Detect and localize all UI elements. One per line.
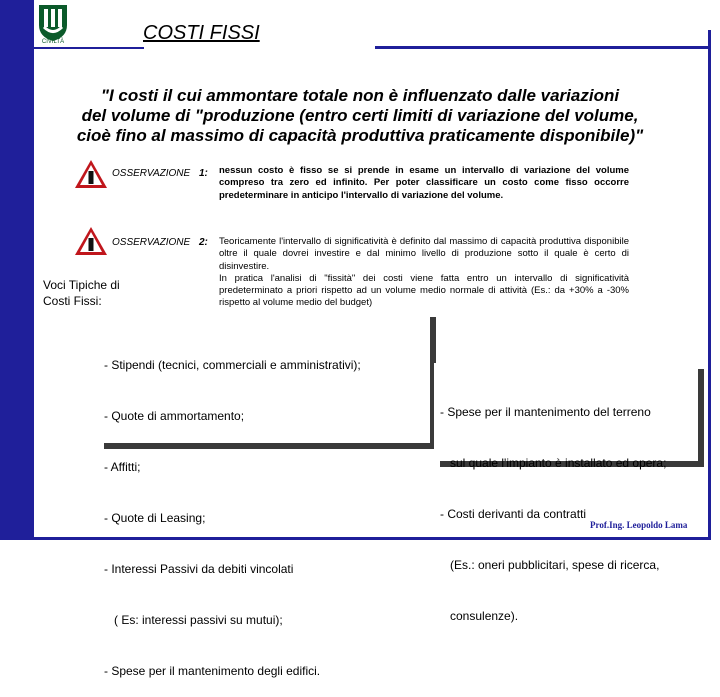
definition-line-1: "I costi il cui ammontare totale non è influenzato dalle variazioni [100, 86, 620, 105]
warning-icon [74, 159, 108, 189]
observation-2-text [219, 236, 629, 310]
list-item: - Interessi Passivi da debiti vincolati [104, 562, 294, 576]
list-item: - Spese per il mantenimento del terreno [440, 405, 651, 419]
author-signature: Prof.Ing. Leopoldo Lama [590, 520, 688, 530]
right-frame-line [708, 30, 711, 540]
voci-line-1: Voci Tipiche di [43, 278, 120, 292]
observation-2-text-part2: In pratica l'analisi di "fissità" dei costi viene fatta entro un intervallo di significatività predeterminato a priori rispetto ad un volume medio normale di attività (Es.: da +30% a -30% rispetto al volume medio del budget) [219, 272, 629, 309]
list-item: (Es.: oneri pubblicitari, spese di ricerca, [440, 558, 660, 572]
title-underline-left [34, 47, 144, 49]
observation-2-text-part1: Teoricamente l'intervallo di significatività è definito dal massimo di capacità produttiva disponibile oltre il quale dovrei investire e dal minimo livello di produzione sotto il quale è certo di disinvestire. [219, 236, 629, 272]
definition-line-2: del volume di "produzione (entro certi limiti di variazione del volume, [81, 106, 639, 125]
list-item: ( Es: interessi passivi su mutui); [104, 613, 283, 627]
observation-1-number: 1: [198, 168, 208, 179]
warning-icon [74, 226, 108, 256]
fixed-cost-list-left [104, 323, 361, 697]
observation-1-text: nessun costo è fisso se si prende in esame un intervallo di variazione del volume compreso tra zero ed infinito. Per poter classificare un costo come fisso occorre predeterminare in anticipo l'intervallo di variazione del volume. [219, 165, 629, 201]
voci-tipiche-label [43, 277, 120, 309]
list-item: sul quale l'impianto è installato ed opera; [440, 456, 667, 470]
definition-line-3: cioè fino al massimo di capacità produttiva praticamente disponibile)" [76, 126, 644, 145]
observation-2-word: OSSERVAZIONE [112, 237, 191, 248]
title-underline-right [375, 46, 711, 49]
list-item: - Quote di Leasing; [104, 511, 206, 525]
list-item: - Spese per il mantenimento degli edifici. [104, 664, 321, 678]
logo-caption: CIVILTÀ [41, 39, 65, 45]
voci-line-2: Costi Fissi: [43, 294, 102, 308]
list-item: - Affitti; [104, 460, 141, 474]
list-item: - Stipendi (tecnici, commerciali e amministrativi); [104, 358, 361, 372]
left-sidebar-bar [0, 0, 34, 540]
list-item: - Quote di ammortamento; [104, 409, 245, 423]
page-title: COSTI FISSI [143, 22, 260, 44]
observation-1-label [112, 168, 208, 179]
observation-1-word: OSSERVAZIONE [112, 168, 191, 179]
definition-quote [60, 86, 660, 146]
list-item: - Costi derivanti da contratti [440, 507, 587, 521]
fixed-cost-list-right [440, 370, 666, 642]
observation-2-number: 2: [198, 237, 208, 248]
list-item: consulenze). [440, 609, 519, 623]
observation-2-label [112, 237, 208, 248]
